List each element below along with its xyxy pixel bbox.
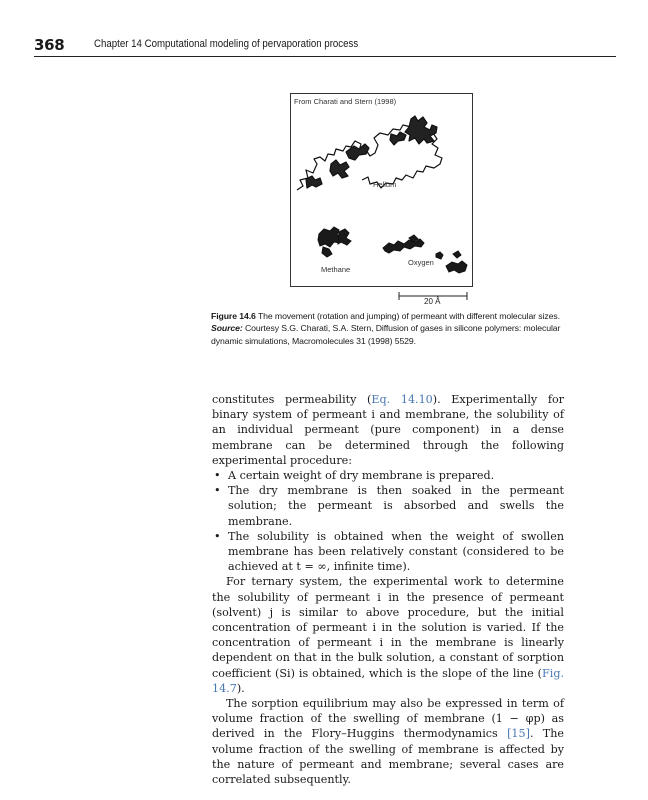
- oxygen-label: Oxygen: [408, 258, 434, 267]
- trajectory-plot: [291, 94, 472, 286]
- page-header: [34, 36, 616, 57]
- figure-source-text: Courtesy S.G. Charati, S.A. Stern, Diffusion of gases in silicone polymers: molecular dynamic simulations, Macromolecules 31 (1998) 5529.: [211, 323, 561, 346]
- figure-label: Figure 14.6: [211, 311, 256, 321]
- procedure-list: [212, 468, 564, 574]
- page-number: 368: [34, 36, 65, 54]
- list-item: • The solubility is obtained when the weight of swollen membrane has been relatively constant (considered to be achieved at t = ∞, infinite time).: [212, 529, 564, 575]
- list-item: • A certain weight of dry membrane is prepared.: [212, 468, 564, 483]
- scale-bar-label: 20 Å: [424, 297, 441, 306]
- oxygen-trajectory: [383, 235, 467, 273]
- helium-label: Helium: [373, 180, 397, 189]
- body-text: [212, 392, 564, 787]
- figure-caption-text: The movement (rotation and jumping) of permeant with different molecular sizes.: [257, 311, 560, 321]
- paragraph-1: constitutes permeability (Eq. 14.10). Experimentally for binary system of permeant i and membrane, the solubility of an individual permeant (pure component) in a dense membrane can be determined through the following experimental procedure:: [212, 393, 565, 467]
- figure-link[interactable]: Fig. 14.7: [212, 666, 564, 695]
- figure-source-note: From Charati and Stern (1998): [294, 97, 397, 106]
- citation-link[interactable]: [15]: [507, 727, 530, 741]
- chapter-title: Chapter 14 Computational modeling of pervaporation process: [94, 38, 359, 50]
- methane-label: Methane: [321, 265, 351, 274]
- equation-link[interactable]: Eq. 14.10: [371, 393, 433, 406]
- figure-image: [290, 93, 473, 287]
- helium-trajectory: [297, 116, 442, 190]
- paragraph-3: The sorption equilibrium may also be expressed in term of volume fraction of the swelling of membrane (1 − φp) as derived in the Flory–Huggins thermodynamics [15]. The volume fraction of the swelling of membrane is affected by the nature of permeant and membrane; several cases are correlated subsequently.: [212, 697, 564, 787]
- figure-source-label: Source:: [211, 323, 243, 334]
- paragraph-2: For ternary system, the experimental work to determine the solubility of permeant i in the presence of permeant (solvent) j is similar to above procedure, but the initial concentration of permeant i in the solution is varied. If the concentration of permeant i in the membrane is linearly dependent on that in the bulk solution, a constant of sorption coefficient (Si) is obtained, which is the slope of the line (Fig. 14.7).: [212, 575, 564, 695]
- list-item: • The dry membrane is then soaked in the permeant solution; the permeant is absorbed and swells the membrane.: [212, 483, 564, 529]
- figure-caption: [211, 310, 575, 347]
- methane-trajectory: [318, 227, 351, 257]
